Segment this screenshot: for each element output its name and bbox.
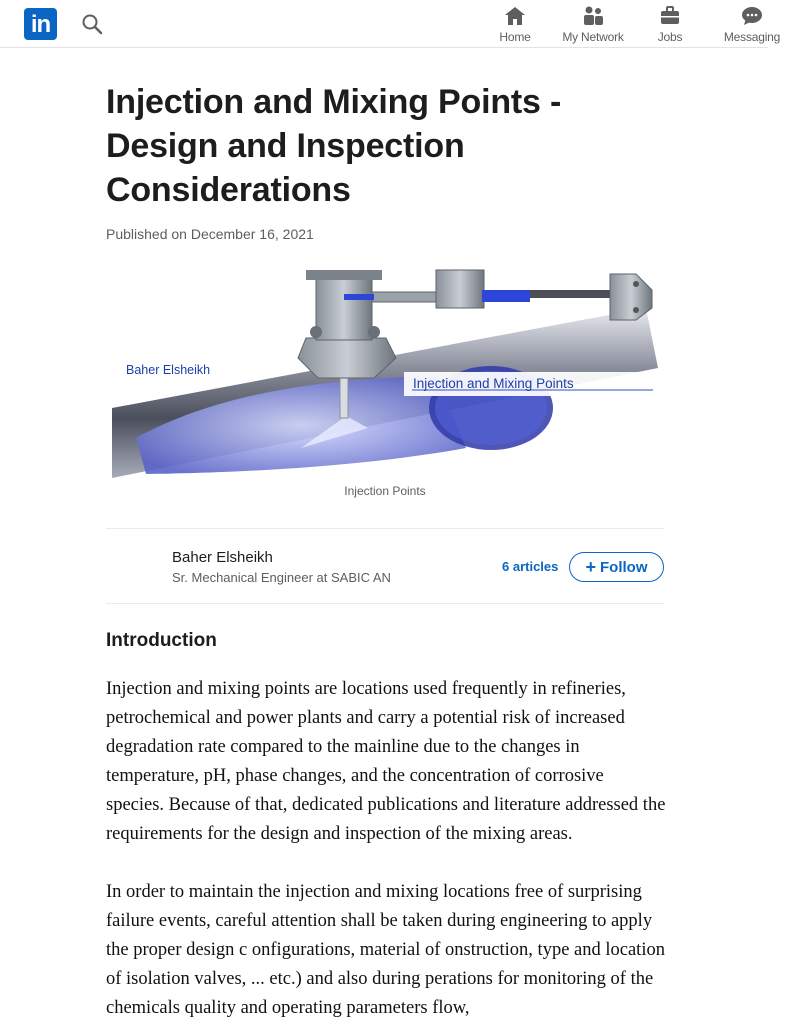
briefcase-icon — [658, 4, 682, 28]
paragraph-1: Injection and mixing points are locations used frequently in refineries, petrochemical and power plants and carry a potential risk of increased degradation rate compared to the mainline due to the changes in temperature, pH, phase changes, and the concentration of corrosive species. Because of that, dedicated publications and literature addressed the requirements for the design and inspection of the mixing areas. — [106, 679, 666, 844]
hero-image[interactable] — [106, 268, 664, 478]
network-icon — [581, 4, 605, 28]
top-nav — [0, 0, 781, 48]
follow-label: Follow — [600, 559, 648, 576]
nav-my-network-label: My Network — [562, 30, 624, 44]
nav-my-network[interactable] — [555, 4, 631, 44]
nav-home-label: Home — [499, 30, 531, 44]
article — [106, 80, 666, 1018]
author-card — [106, 528, 664, 604]
search-icon[interactable] — [80, 12, 104, 36]
chat-icon — [740, 4, 764, 28]
author-headline: Sr. Mechanical Engineer at SABIC AN — [172, 570, 391, 585]
follow-button[interactable] — [569, 552, 664, 582]
nav-jobs-label: Jobs — [657, 30, 683, 44]
paragraph-2: In order to maintain the injection and mixing locations free of surprising failure events, careful attention shall be taken during engineering to apply the proper design c onfigurations, material of onstruction, type and location of isolation valves, ... etc.) and also during perations for monitoring of the chemicals quality and operating parameters flow, — [106, 882, 665, 1018]
nav-messaging-label: Messaging — [723, 30, 781, 44]
articles-count-link[interactable]: 6 articles — [502, 559, 559, 574]
section-heading: Introduction — [106, 630, 217, 651]
hero-author-overlay: Baher Elsheikh — [126, 363, 211, 377]
plus-icon: + — [585, 557, 596, 577]
author-name[interactable]: Baher Elsheikh — [172, 549, 273, 566]
home-icon — [503, 4, 527, 28]
published-date: Published on December 16, 2021 — [106, 226, 314, 242]
hero-illustration — [106, 268, 664, 478]
nav-home[interactable] — [490, 4, 540, 44]
nav-messaging[interactable] — [712, 4, 792, 44]
hero-title-overlay: Injection and Mixing Points — [413, 376, 574, 391]
nav-jobs[interactable] — [646, 4, 694, 44]
image-caption: Injection Points — [344, 484, 426, 498]
linkedin-logo[interactable]: in — [24, 8, 57, 40]
article-title: Injection and Mixing Points - Design and Inspection Considerations — [106, 83, 562, 209]
